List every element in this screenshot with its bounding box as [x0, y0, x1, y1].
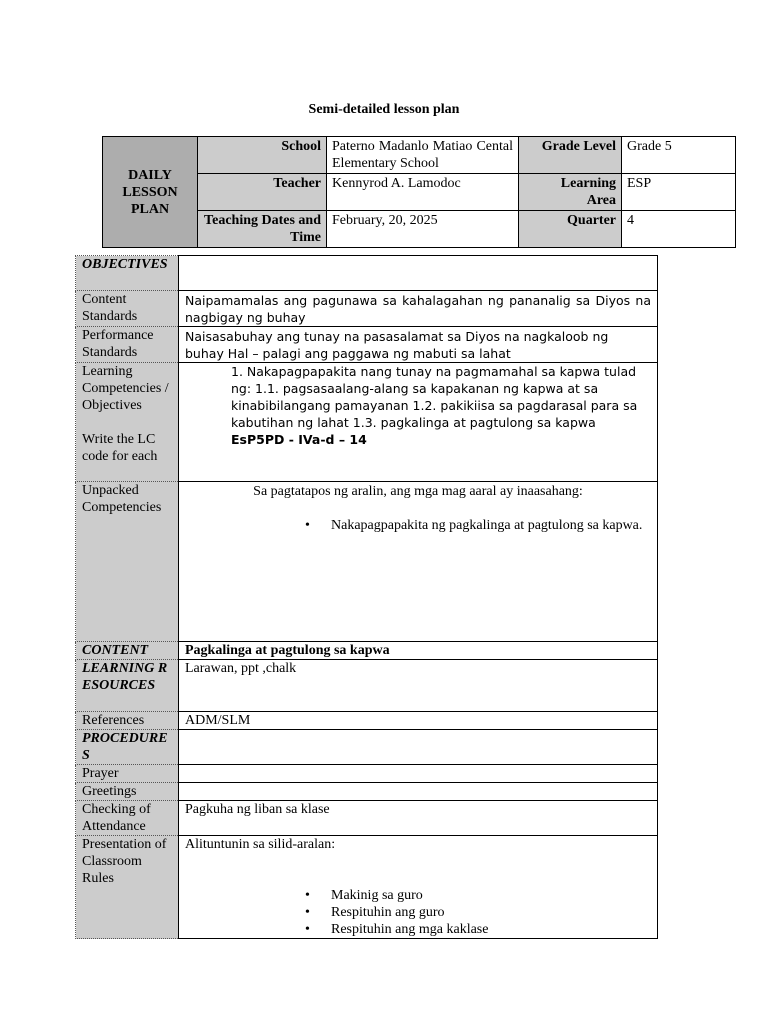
content-standards-value: Naipamamalas ang pagunawa sa kahalagahan ng pananalig sa Diyos na nagbigay ng buhay — [179, 291, 658, 327]
table-row — [76, 765, 658, 783]
objectives-label: OBJECTIVES — [76, 256, 179, 291]
list-item: • Makinig sa guro — [185, 887, 651, 904]
performance-standards-value: Naisasabuhay ang tunay na pasasalamat sa Diyos na nagkaloob ng buhay Hal – palagi ang paggawa ng mabuti sa lahat — [179, 327, 658, 363]
list-item: • Respituhin ang guro — [185, 904, 651, 921]
table-row — [76, 482, 658, 642]
learning-competencies-value-cell — [179, 363, 658, 482]
table-row — [76, 836, 658, 939]
prayer-value — [179, 765, 658, 783]
learning-area-value: ESP — [622, 174, 736, 211]
classroom-rules-cell — [179, 836, 658, 939]
attendance-label: Checking of Attendance — [76, 801, 179, 836]
quarter-value: 4 — [622, 211, 736, 248]
lesson-plan-table — [75, 255, 658, 939]
list-item: • Respituhin ang mga kaklase — [185, 921, 651, 938]
classroom-rules-label: Presentation of Classroom Rules — [76, 836, 179, 939]
table-row — [76, 363, 658, 482]
procedures-value — [179, 730, 658, 765]
learning-area-label: Learning Area — [519, 174, 622, 211]
page-title: Semi-detailed lesson plan — [308, 102, 460, 117]
rules-intro: Alituntunin sa silid-aralan: — [185, 837, 336, 852]
table-row — [76, 783, 658, 801]
teaching-dates-label: Teaching Dates and Time — [198, 211, 327, 248]
references-label: References — [76, 712, 179, 730]
learning-competencies-note: Write the LC code for each — [82, 432, 158, 464]
lc-code: EsP5PD - IVa-d – 14 — [231, 432, 367, 447]
daily-lesson-plan-label: DAILY LESSON PLAN — [103, 137, 198, 248]
procedures-label: PROCEDURES — [76, 730, 179, 765]
greetings-value — [179, 783, 658, 801]
teacher-label: Teacher — [198, 174, 327, 211]
unpacked-list — [185, 517, 651, 534]
content-value: Pagkalinga at pagtulong sa kapwa — [179, 642, 658, 660]
content-label: CONTENT — [76, 642, 179, 660]
school-value: Paterno Madanlo Matiao Cental Elementary School — [327, 137, 519, 174]
table-row — [76, 327, 658, 363]
table-row — [76, 730, 658, 765]
attendance-value: Pagkuha ng liban sa klase — [179, 801, 658, 836]
table-row — [76, 660, 658, 712]
lesson-header-table — [102, 136, 736, 248]
grade-level-label: Grade Level — [519, 137, 622, 174]
performance-standards-label: Performance Standards — [76, 327, 179, 363]
school-label: School — [198, 137, 327, 174]
table-row — [76, 801, 658, 836]
table-row — [76, 712, 658, 730]
learning-competencies-label: Learning Competencies / Objectives — [82, 364, 169, 413]
learning-resources-label: LEARNING RESOURCES — [76, 660, 179, 712]
prayer-label: Prayer — [76, 765, 179, 783]
learning-competencies-value: 1. Nakapagpapakita nang tunay na pagmamahal sa kapwa tulad ng: 1.1. pagsasaalang-alang sa kapakanan ng kapwa at sa kinabibilangang pamayanan 1.2. pakikiisa sa pagdarasal para sa kabutihan ng lahat 1.3. pagkalinga at pagtulong sa kapwa — [231, 364, 638, 430]
references-value: ADM/SLM — [179, 712, 658, 730]
learning-resources-value: Larawan, ppt ,chalk — [179, 660, 658, 712]
table-row — [76, 256, 658, 291]
table-row — [76, 642, 658, 660]
teaching-dates-value: February, 20, 2025 — [327, 211, 519, 248]
greetings-label: Greetings — [76, 783, 179, 801]
table-row — [76, 291, 658, 327]
learning-competencies-cell — [76, 363, 179, 482]
list-item: • Nakapagpapakita ng pagkalinga at pagtulong sa kapwa. — [185, 517, 651, 534]
unpacked-competencies-label: Unpacked Competencies — [76, 482, 179, 642]
unpacked-competencies-cell — [179, 482, 658, 642]
rules-list — [185, 887, 651, 938]
content-standards-label: Content Standards — [76, 291, 179, 327]
unpacked-intro: Sa pagtatapos ng aralin, ang mga mag aaral ay inaasahang: — [253, 484, 583, 499]
objectives-value — [179, 256, 658, 291]
grade-level-value: Grade 5 — [622, 137, 736, 174]
teacher-value: Kennyrod A. Lamodoc — [327, 174, 519, 211]
quarter-label: Quarter — [519, 211, 622, 248]
